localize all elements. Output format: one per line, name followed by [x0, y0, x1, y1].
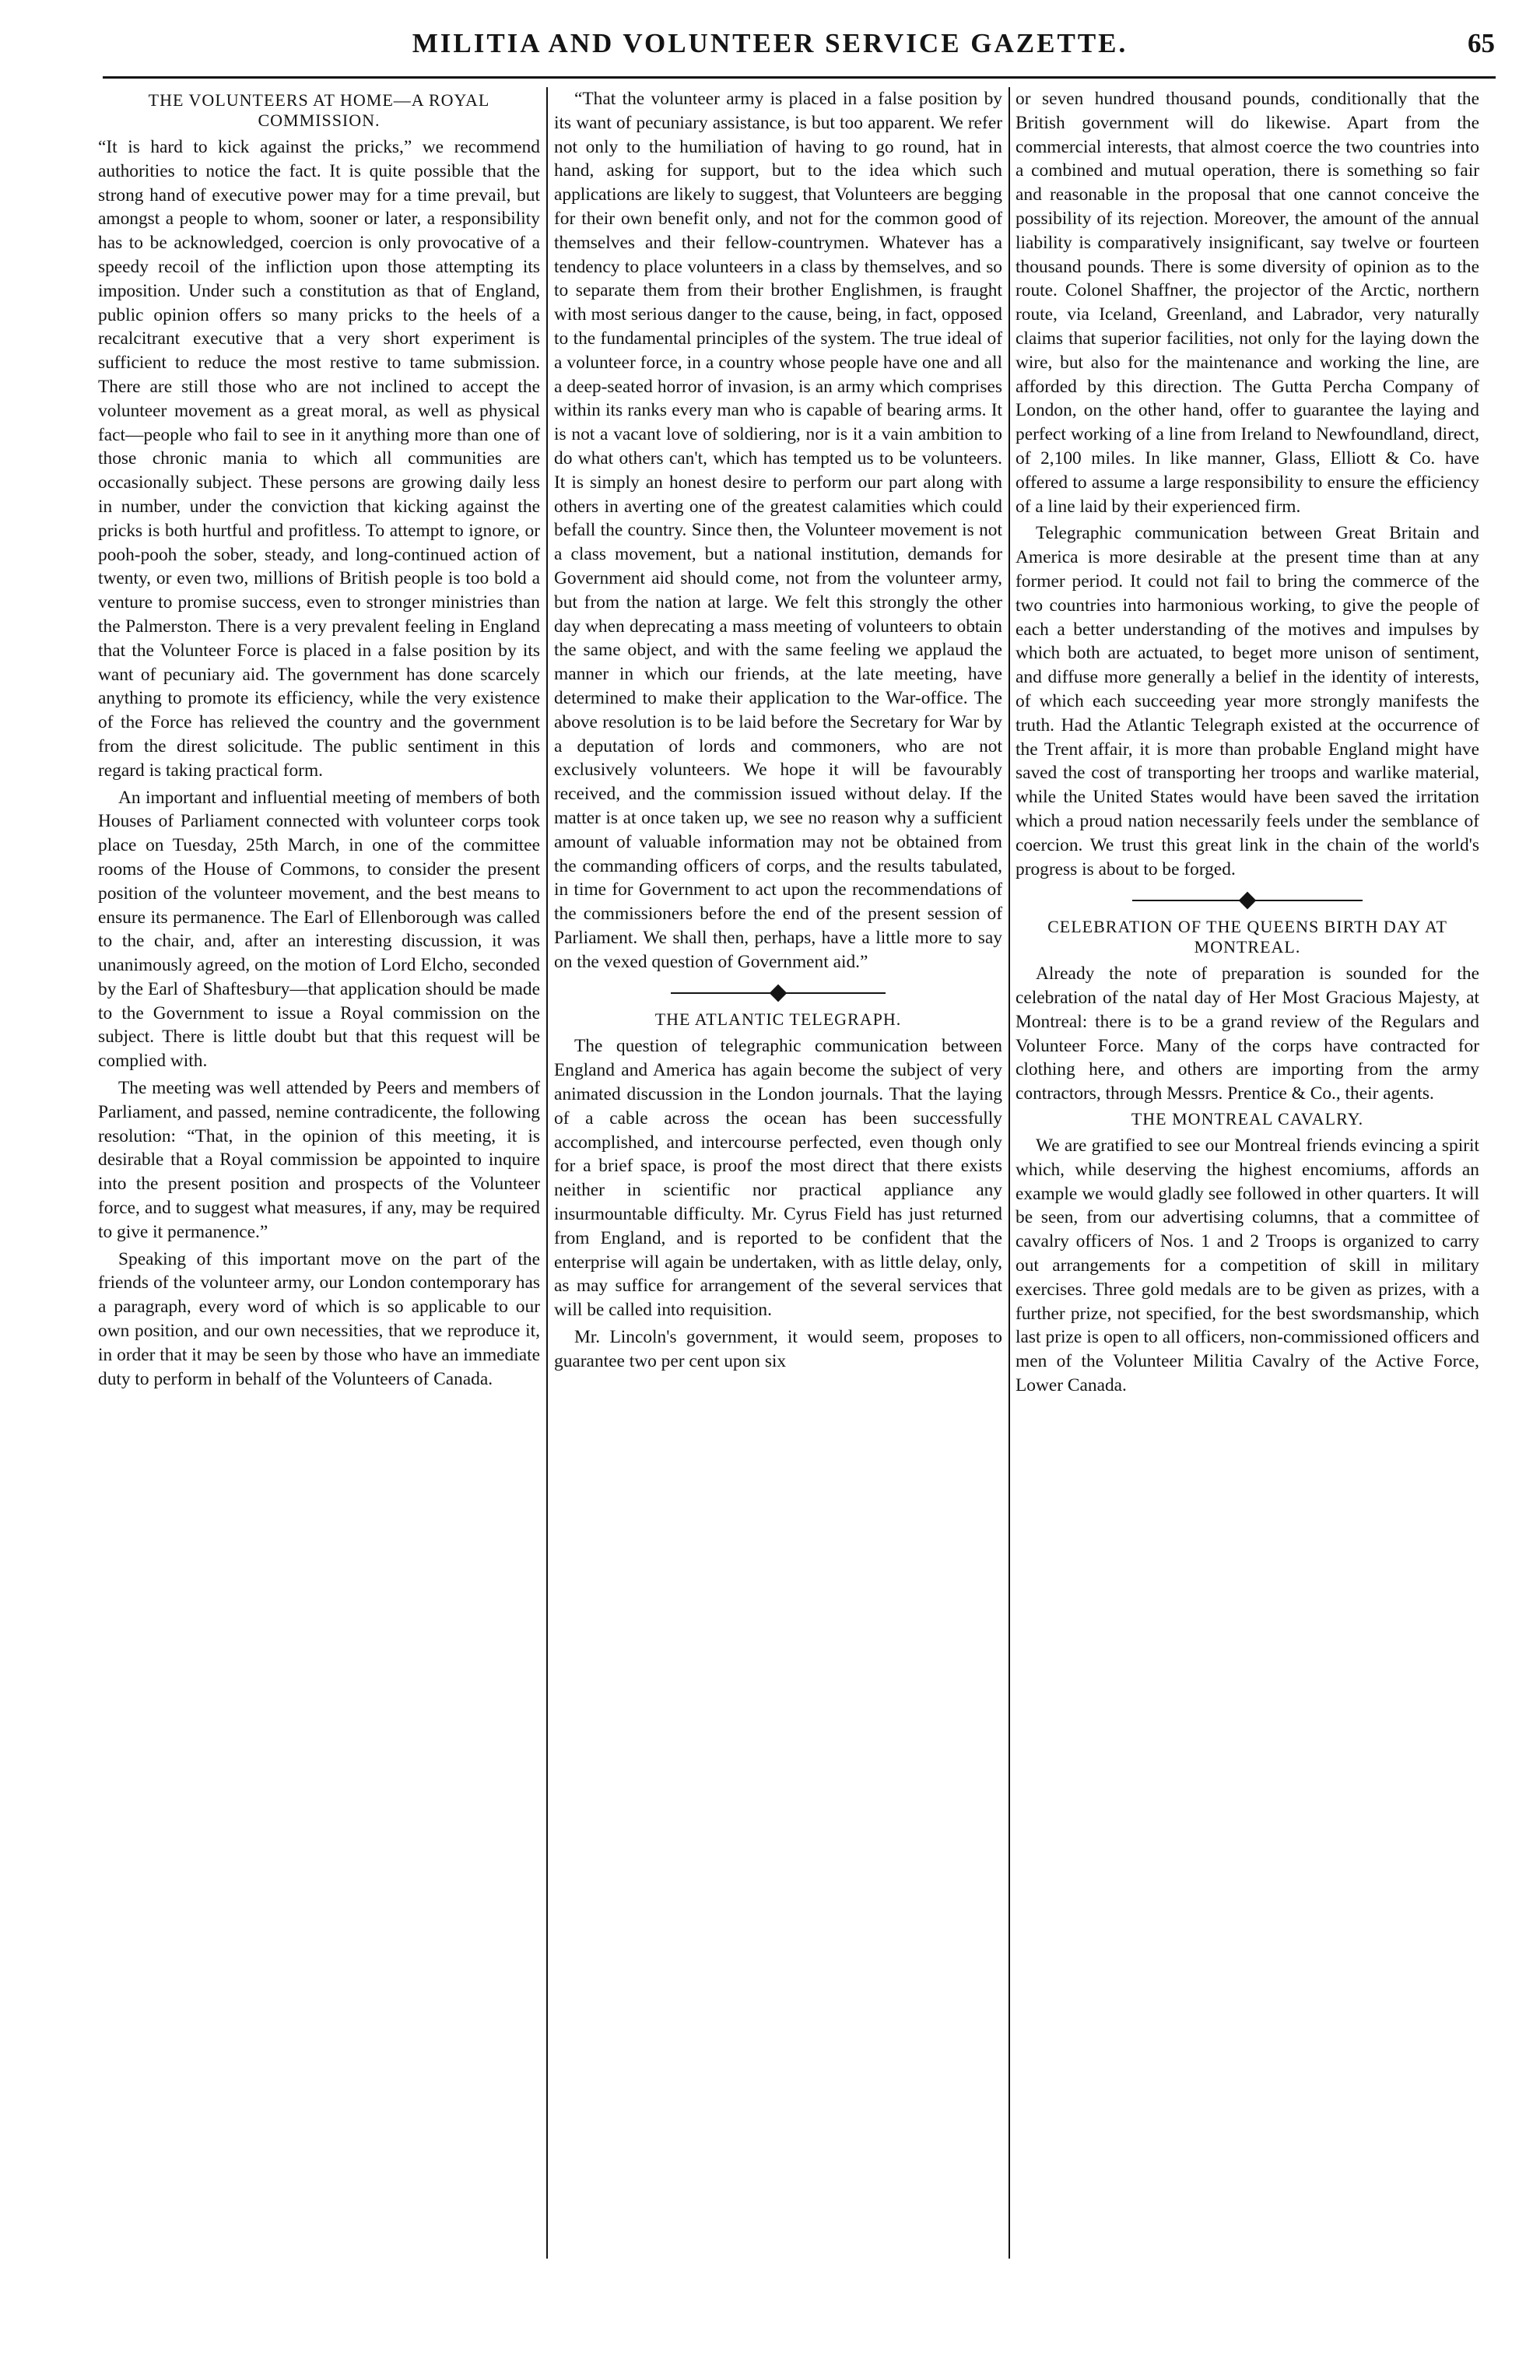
column-rule-1 — [546, 87, 548, 2259]
paragraph: Telegraphic communication between Great Britain and America is more desirable at the present time than at any former period. It could not fail to bring the commerce of the two countries into harmonious working, to give the people of each a better understanding of the motives and impulses by which both are actuated, to beget more unison of sentiment, and diffuse more generally a belief in the identity of interests, of which each succeeding year more strongly manifests the truth. Had the Atlantic Telegraph existed at the occurrence of the Trent affair, it is more than probable England might have saved the cost of transporting her troops and warlike material, while the United States would have been saved the irritation which a proud nation necessarily feels under the semblance of coercion. We trust this great link in the chain of the world's progress is about to be forged. — [1016, 523, 1479, 879]
column-1 — [98, 87, 540, 1391]
paragraph: or seven hundred thousand pounds, conditionally that the British government will do likewise. Apart from the commercial interests, that almost coerce the two countries into a combined and mutual operation, there is something so fair and reasonable in the proposal that one cannot conceive the possibility of its rejection. Moreover, the amount of the annual liability is comparatively insignificant, say twelve or fourteen thousand pounds. There is some diversity of opinion as to the route. Colonel Shaffner, the projector of the Arctic, northern route, via Iceland, Greenland, and Labrador, very naturally claims that superior facilities, not only for the laying down the wire, but also for the maintenance and working the line, are afforded by this direction. The Gutta Percha Company of London, on the other hand, offer to guarantee the laying and perfect working of a line from Ireland to Newfoundland, direct, of 2,100 miles. In like manner, Glass, Elliott & Co. have offered to assume a large responsibility to ensure the efficiency of a line laid by their experienced firm. — [1016, 89, 1479, 517]
column-3 — [1016, 87, 1479, 1398]
paragraph: The question of telegraphic communication between England and America has again become the subject of very animated discussion in the London journals. That the laying of a cable across the ocean has been successfully accomplished, and intercourse perfected, even though only for a brief space, is proof the most direct that there exists neither in scientific nor practical appliance any insurmountable difficulty. Mr. Cyrus Field has just returned from England, and is reported to be confident that the enterprise will again be undertaken, with as little delay, only, as may suffice for arrangement of the several services that will be called into requisition. — [554, 1036, 1002, 1321]
article-heading-montreal-cavalry: THE MONTREAL CAVALRY. — [1131, 1109, 1364, 1129]
paragraph: We are gratified to see our Montreal friends evincing a spirit which, while deserving the highest encomiums, affords an example we would gladly see followed in other quarters. It will be seen, from our advertising columns, that a committee of cavalry officers of Nos. 1 and 2 Troops is organized to carry out arrangements for a competition of skill in military exercises. Three gold medals are to be given as prizes, with a further prize, not specified, for the best swordsmanship, which last prize is open to all officers, non-commissioned officers and men of the Volunteer Militia Cavalry of the Active Force, Lower Canada. — [1016, 1136, 1479, 1396]
running-head — [0, 28, 1540, 82]
paragraph: “That the volunteer army is placed in a false position by its want of pecuniary assistance, is but too apparent. We refer not only to the humiliation of having to go round, hat in hand, asking for support, but to the idea which such applications are likely to suggest, that Volunteers are begging for their own benefit only, and not for the common good of themselves and their fellow-countrymen. Whatever has a tendency to place volunteers in a class by themselves, and so to separate them from their brother Englishmen, is fraught with most serious danger to the cause, being, in fact, opposed to the fundamental principles of the system. The true ideal of a volunteer force, in a country whose people have one and all a deep-seated horror of invasion, is an army which comprises within its ranks every man who is capable of bearing arms. It is not a vacant love of soldiering, nor is it a vain ambition to do what others can't, which has tempted us to be volunteers. It is simply an honest desire to perform our part along with others in averting one of the greatest calamities which could befall the country. Since then, the Volunteer movement is not a class movement, but a national institution, demands for Government aid should come, not from the volunteer army, but from the nation at large. We felt this strongly the other day when deprecating a mass meeting of volunteers to obtain the same object, and with the same feeling we applaud the manner in which our friends, at the late meeting, have determined to make their application to the War-office. The above resolution is to be laid before the Secretary for War by a deputation of lords and commoners, who are not exclusively volunteers. We hope it will be favourably received, and the commission issued without delay. If the matter is at once taken up, we see no reason why a sufficient amount of valuable information may not be obtained from the commanding officers of corps, and the results tabulated, in time for Government to act upon the recommendations of the commissioners before the end of the present session of Parliament. We shall then, perhaps, have a little more to say on the vexed question of Government aid.” — [554, 89, 1002, 972]
article-heading-volunteers-at-home: THE VOLUNTEERS AT HOME—A ROYAL COMMISSION. — [148, 90, 490, 130]
paragraph: Already the note of preparation is sounded for the celebration of the natal day of Her Most Gracious Majesty, at Montreal: there is to be a grand review of the Regulars and Volunteer Force. Many of the corps have contracted for clothing here, and others are importing from the army contractors, through Messrs. Prentice & Co., their agents. — [1016, 964, 1479, 1104]
header-rule — [103, 76, 1496, 79]
paragraph: The meeting was well attended by Peers and members of Parliament, and passed, nemine contradicente, the following resolution: “That, in the opinion of this meeting, it is desirable that a Royal commission be appointed to inquire into the present position and prospects of the Volunteer force, and to suggest what measures, if any, may be required to give it permanence.” — [98, 1078, 540, 1242]
article-heading-queens-birthday: CELEBRATION OF THE QUEENS BIRTH DAY AT MONTREAL. — [1047, 917, 1447, 957]
separator-ornament-icon — [1239, 892, 1257, 910]
column-2 — [554, 87, 1002, 1374]
section-separator — [554, 980, 1002, 1006]
section-separator — [1016, 887, 1479, 914]
paragraph: “It is hard to kick against the pricks,” we recommend authorities to notice the fact. It is quite possible that the strong hand of executive power may for a time prevail, but amongst a people to whom, sooner or later, a responsibility has to be acknowledged, coercion is only provocative of a speedy recoil of the infliction upon those attempting its imposition. Under such a constitution as that of England, public opinion offers so many pricks to the heels of a recalcitrant executive that a very short experiment is sufficient to reduce the most restive to tame submission. There are still those who are not inclined to accept the volunteer movement as a great moral, as well as physical fact—people who fail to see in it anything more than one of those chronic mania to which all communities are occasionally subject. These persons are growing daily less in number, under the conviction that kicking against the pricks is both hurtful and profitless. To attempt to ignore, or pooh-pooh the sober, steady, and long-continued action of twenty, or even two, millions of British people is too bold a venture to promise success, even to stronger ministries than the Palmerston. There is a very prevalent feeling in England that the Volunteer Force is placed in a false position by its want of pecuniary aid. The government has done scarcely anything to promote its efficiency, while the very existence of the Force has relieved the country and the government from the direst solicitude. The public sentiment in this regard is taking practical form. — [98, 137, 540, 781]
paragraph: An important and influential meeting of members of both Houses of Parliament connected with volunteer corps took place on Tuesday, 25th March, in one of the committee rooms of the House of Commons, to consider the present position of the volunteer movement, and the best means to ensure its permanence. The Earl of Ellenborough was called to the chair, and, after an interesting discussion, it was unanimously agreed, on the motion of Lord Elcho, seconded by the Earl of Shaftesbury—that application should be made to the Government to issue a Royal commission on the subject. There is little doubt but that this request will be complied with. — [98, 787, 540, 1072]
journal-title: MILITIA AND VOLUNTEER SERVICE GAZETTE. — [412, 28, 1128, 58]
page-number: 65 — [1468, 28, 1495, 58]
paragraph: Mr. Lincoln's government, it would seem, proposes to guarantee two per cent upon six — [554, 1327, 1002, 1371]
paragraph: Speaking of this important move on the part of the friends of the volunteer army, our London contemporary has a paragraph, every word of which is so applicable to our own position, and our own necessities, that we reproduce it, in order that it may be seen by those who have an immediate duty to perform in behalf of the Volunteers of Canada. — [98, 1248, 540, 1389]
column-rule-2 — [1009, 87, 1010, 2259]
separator-ornament-icon — [770, 985, 788, 1002]
article-heading-atlantic-telegraph: THE ATLANTIC TELEGRAPH. — [654, 1009, 902, 1030]
